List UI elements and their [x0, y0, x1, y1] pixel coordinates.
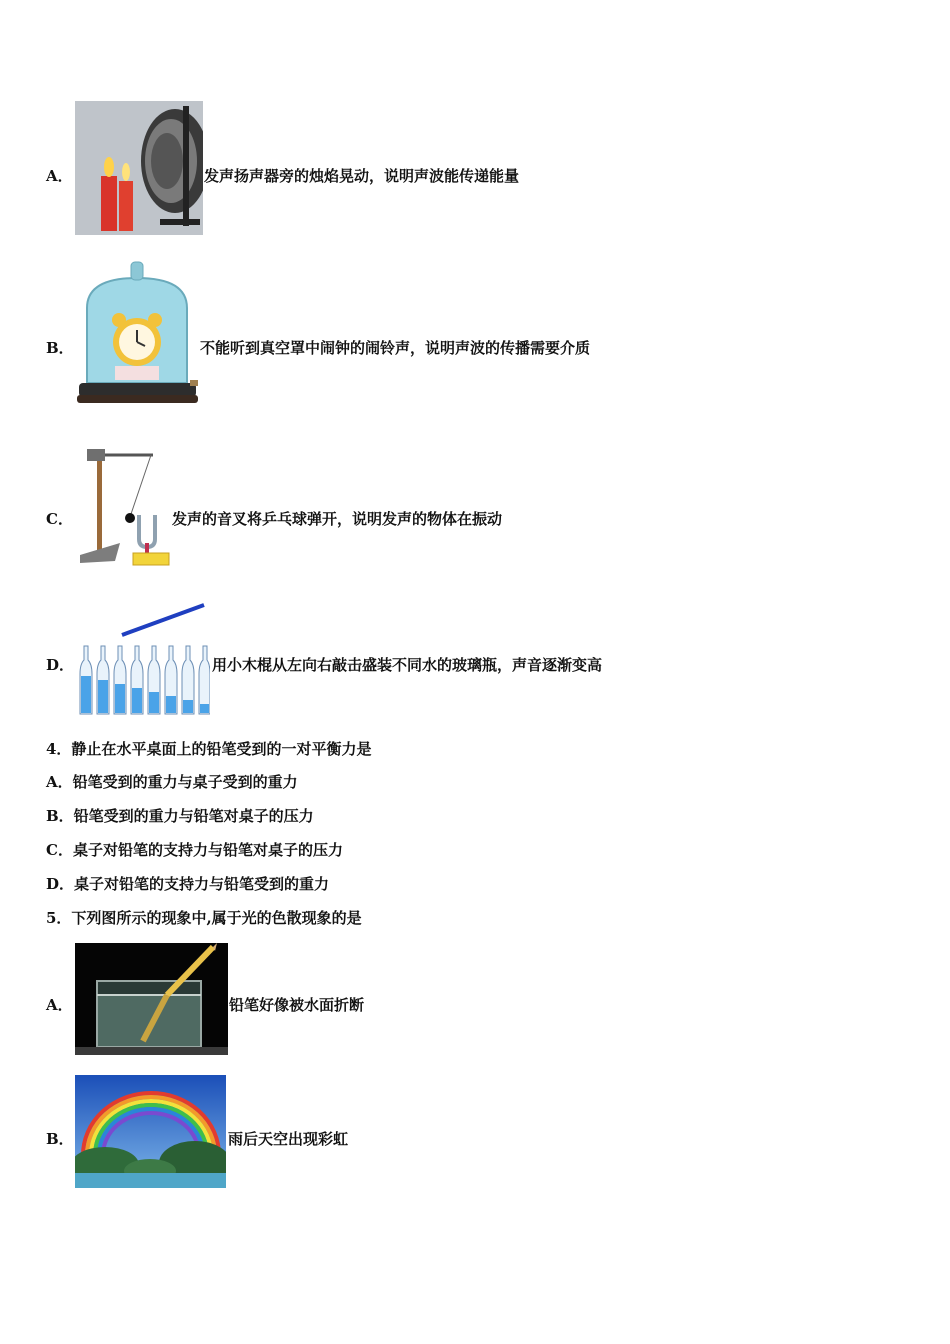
q5-option-text-b: 雨后天空出现彩虹: [228, 1130, 349, 1148]
q5-option-letter-b: B．: [46, 1130, 74, 1148]
option-letter-a: A．: [46, 167, 73, 185]
tuning-fork-pendulum-icon: [75, 443, 171, 570]
question-5-stem: 5．下列图所示的现象中,属于光的色散现象的是: [46, 909, 362, 927]
pencil-in-water-icon: [75, 943, 228, 1055]
q5-option-text-a: 铅笔好像被水面折断: [229, 996, 365, 1014]
bell-jar-alarm-clock-icon: [77, 258, 198, 410]
option-letter-b: B．: [46, 339, 74, 357]
question-4-option-a: A．铅笔受到的重力与桌子受到的重力: [46, 773, 298, 791]
option-text-a: 发声扬声器旁的烛焰晃动，说明声波能传递能量: [204, 167, 520, 185]
candle-speaker-icon: [75, 101, 203, 235]
question-4-option-d: D．桌子对铅笔的支持力与铅笔受到的重力: [46, 875, 330, 893]
option-text-b: 不能听到真空罩中闹钟的闹铃声，说明声波的传播需要介质: [200, 339, 591, 357]
rainbow-icon: [75, 1075, 226, 1188]
question-4-stem: 4．静止在水平桌面上的铅笔受到的一对平衡力是: [46, 740, 372, 758]
option-letter-c: C．: [46, 510, 73, 528]
option-text-c: 发声的音叉将乒乓球弹开，说明发声的物体在振动: [172, 510, 503, 528]
option-text-d: 用小木棍从左向右敲击盛装不同水的玻璃瓶，声音逐渐变高: [212, 656, 603, 674]
question-4-option-b: B．铅笔受到的重力与铅笔对桌子的压力: [46, 807, 314, 825]
question-4-option-c: C．桌子对铅笔的支持力与铅笔对桌子的压力: [46, 841, 343, 859]
q5-option-letter-a: A．: [46, 996, 73, 1014]
option-letter-d: D．: [46, 656, 75, 674]
water-bottles-icon: [76, 602, 210, 716]
